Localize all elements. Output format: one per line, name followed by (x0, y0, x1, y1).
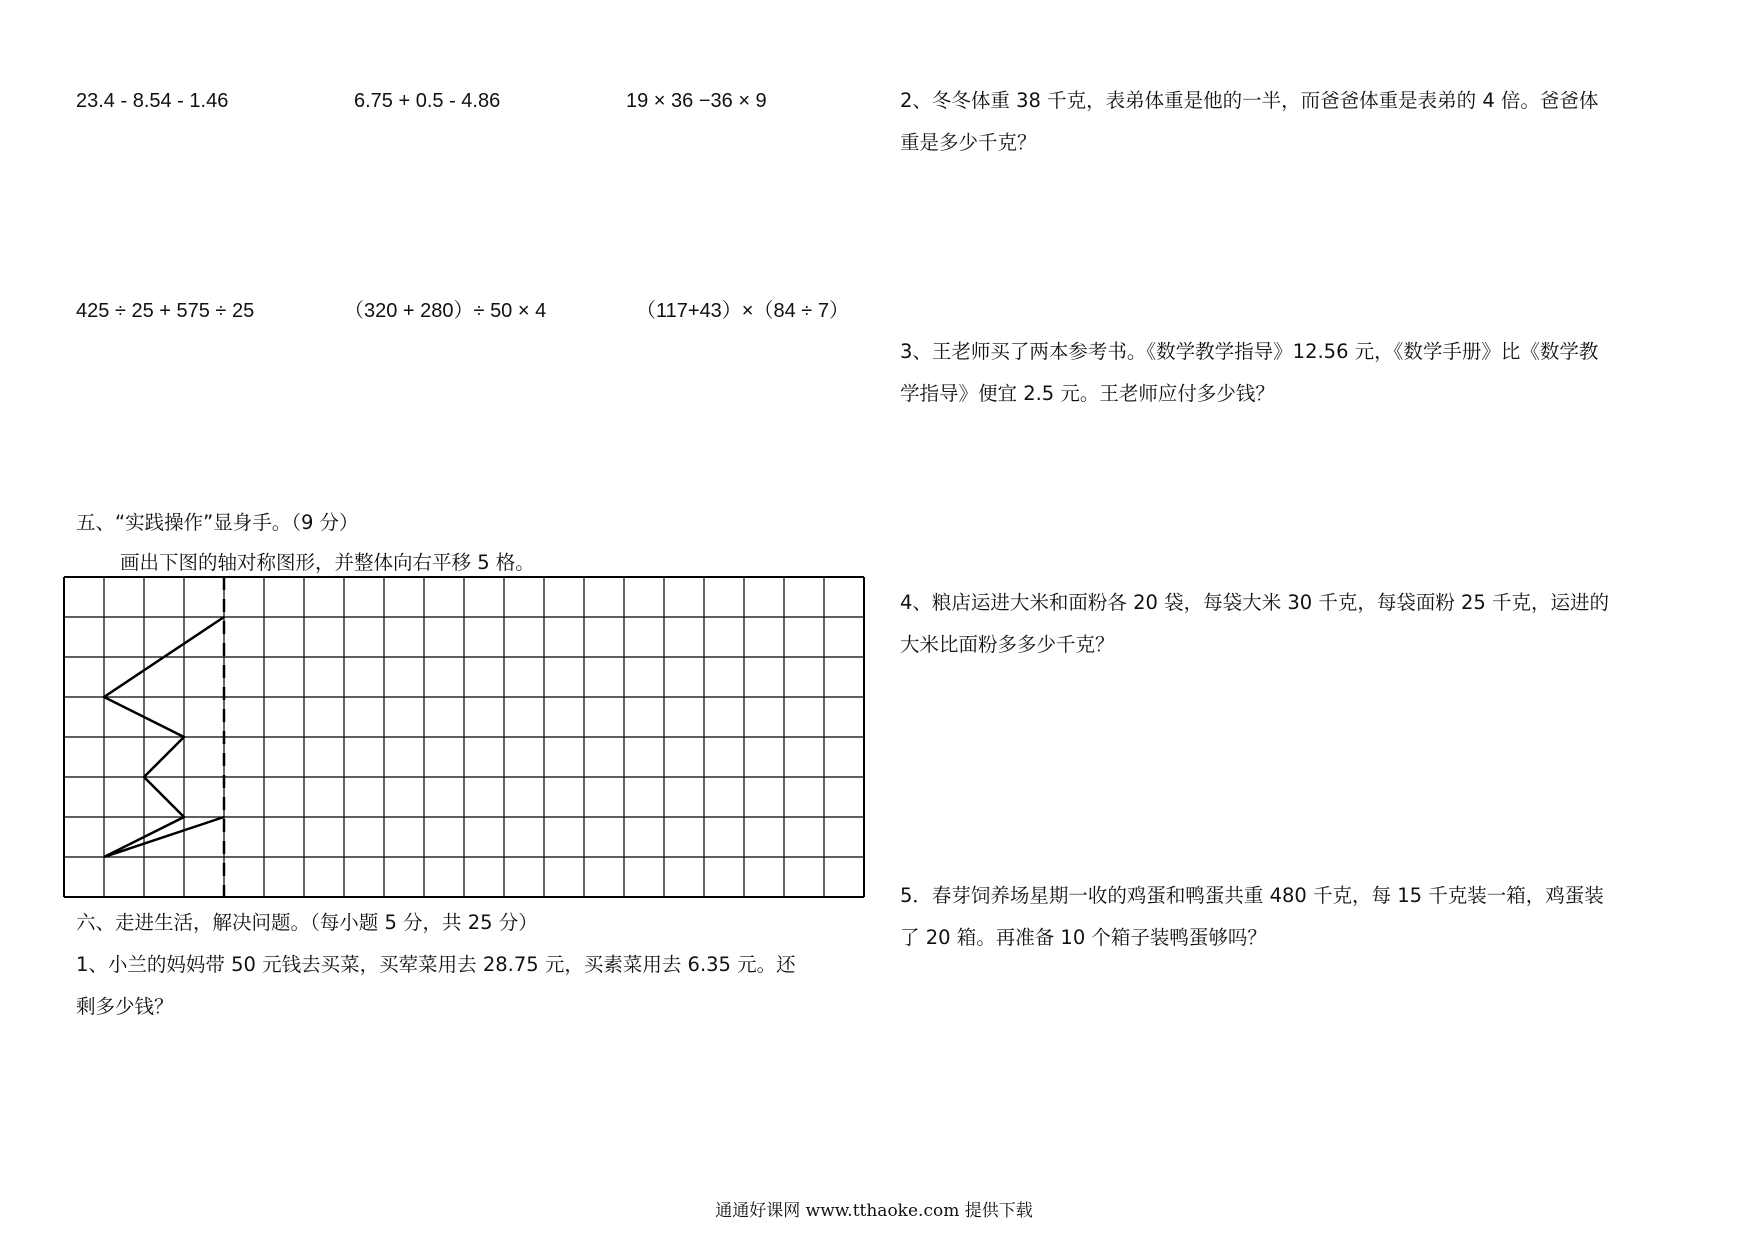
problem-2-line-1: 2、冬冬体重 38 千克，表弟体重是他的一半，而爸爸体重是表弟的 4 倍。爸爸体 (900, 89, 1599, 112)
problem-1-line-1: 1、小兰的妈妈带 50 元钱去买菜，买荤菜用去 28.75 元，买素菜用去 6.35 元。还 (76, 953, 796, 976)
calc-expression-3: 19 × 36 −36 × 9 (626, 90, 767, 112)
calc-expression-6: （117+43）×（84 ÷ 7） (636, 300, 849, 322)
section-5-instruction: 画出下图的轴对称图形，并整体向右平移 5 格。 (120, 551, 535, 574)
problem-1-line-2: 剩多少钱？ (76, 995, 174, 1018)
problem-4-line-1: 4、粮店运进大米和面粉各 20 袋，每袋大米 30 千克，每袋面粉 25 千克，运进的 (900, 591, 1610, 614)
problem-2-line-2: 重是多少千克？ (900, 131, 1037, 154)
calc-expression-4: 425 ÷ 25 + 575 ÷ 25 (76, 300, 255, 322)
section-5-title: 五、“实践操作”显身手。（9 分） (76, 511, 359, 534)
problem-3-line-1: 3、王老师买了两本参考书。《数学教学指导》12.56 元，《数学手册》比《数学教 (900, 340, 1599, 363)
calc-expression-2: 6.75 + 0.5 - 4.86 (354, 90, 501, 112)
problem-5-line-1: 5．春芽饲养场星期一收的鸡蛋和鸭蛋共重 480 千克，每 15 千克装一箱，鸡蛋装 (900, 884, 1604, 907)
problem-4-line-2: 大米比面粉多多少千克？ (900, 633, 1115, 656)
calc-expression-1: 23.4 - 8.54 - 1.46 (76, 90, 229, 112)
problem-5-line-2: 了 20 箱。再准备 10 个箱子装鸭蛋够吗？ (900, 926, 1267, 949)
footer-source: 通通好课网 www.tthaoke.com 提供下载 (715, 1201, 1033, 1221)
calc-expression-5: （320 + 280）÷ 50 × 4 (344, 300, 547, 322)
section-6-title: 六、走进生活，解决问题。（每小题 5 分，共 25 分） (76, 911, 538, 934)
problem-3-line-2: 学指导》便宜 2.5 元。王老师应付多少钱？ (900, 382, 1275, 405)
